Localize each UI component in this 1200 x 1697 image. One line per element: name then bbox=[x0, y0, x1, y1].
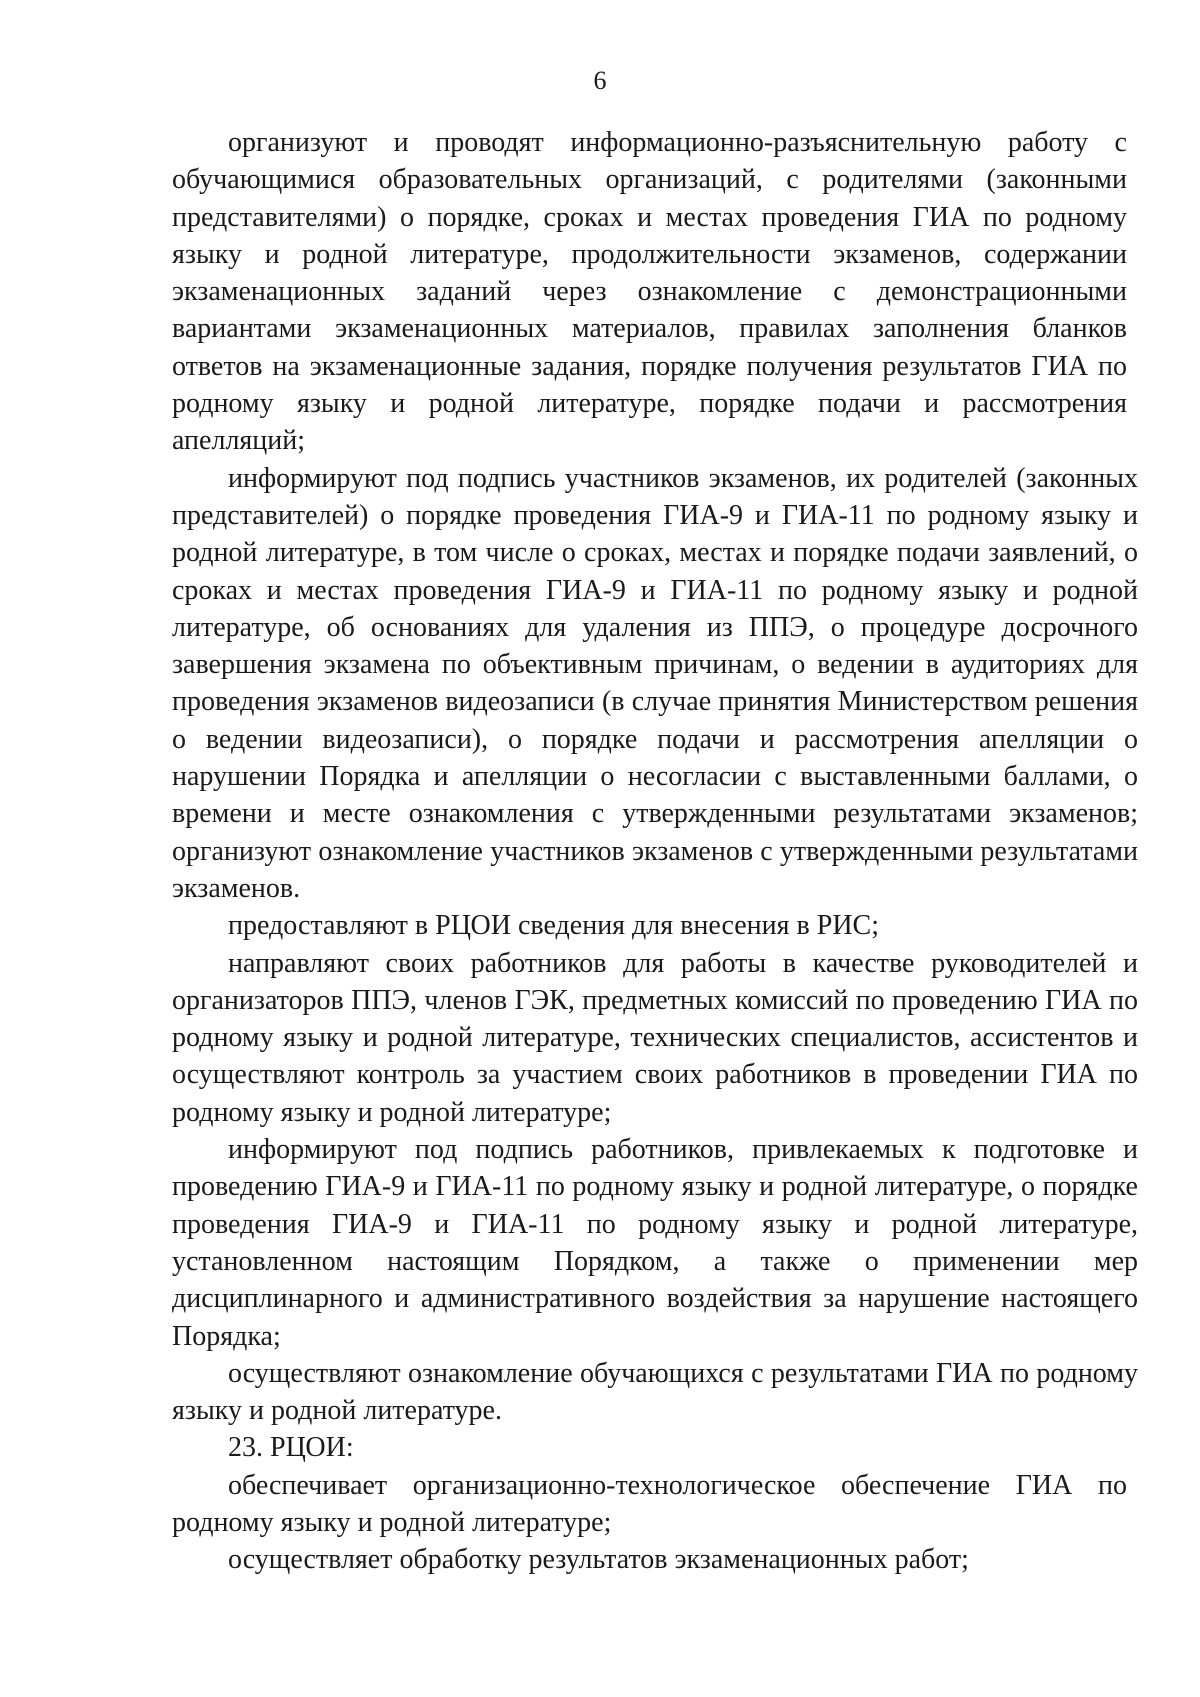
paragraph-send-employees: направляют своих работников для работы в качестве руководителей и организаторов ППЭ, членов ГЭК, предметных комиссий по проведению ГИА по родному языку и родной литературе, технических специалистов, ассистентов и осуществляют контроль за участием своих работников в проведении ГИА по родному языку и родной литературе; bbox=[172, 947, 1138, 1128]
paragraph-inform-employees: информируют под подпись работников, привлекаемых к подготовке и проведению ГИА-9 и ГИА-11 по родному языку и родной литературе, о порядке проведения ГИА-9 и ГИА-11 по родному языку и родной литературе, установленном настоящим Порядком, а также о применении мер дисциплинарного и административного воздействия за нарушение настоящего Порядка; bbox=[172, 1134, 1138, 1352]
paragraph-rcoi-technical-support: обеспечивает организационно-технологическое обеспечение ГИА по родному языку и родной литературе; bbox=[172, 1469, 1127, 1538]
paragraph-provide-rcoi-info: предоставляют в РЦОИ сведения для внесения в РИС; bbox=[228, 910, 879, 942]
paragraph-rcoi-processing: осуществляет обработку результатов экзаменационных работ; bbox=[228, 1544, 969, 1576]
document-body bbox=[172, 124, 1138, 1579]
page-number: 6 bbox=[593, 66, 607, 95]
section-heading-rcoi: 23. РЦОИ: bbox=[228, 1432, 354, 1464]
paragraph-results-familiarization: осуществляют ознакомление обучающихся с результатами ГИА по родному языку и родной литературе. bbox=[172, 1357, 1138, 1427]
paragraph-explanatory-work: организуют и проводят информационно-разъяснительную работу с обучающимися образовательных организаций, с родителями (законными представителями) о порядке, сроках и местах проведения ГИА по родному языку и родной литературе, продолжительности экзаменов, содержании экзаменационных заданий через ознакомление с демонстрационными вариантами экзаменационных материалов, правилах заполнения бланков ответов на экзаменационные задания, порядке получения результатов ГИА по родному языку и родной литературе, порядке подачи и рассмотрения апелляций; bbox=[172, 127, 1127, 457]
paragraph-inform-participants: информируют под подпись участников экзаменов, их родителей (законных представителей) о порядке проведения ГИА-9 и ГИА-11 по родному языку и родной литературе, в том числе о сроках, местах и порядке подачи заявлений, о сроках и местах проведения ГИА-9 и ГИА-11 по родному языку и родной литературе, об основаниях для удаления из ППЭ, о процедуре досрочного завершения экзамена по объективным причинам, о ведении в аудиториях для проведения экзаменов видеозаписи (в случае принятия Министерством решения о ведении видеозаписи), о порядке подачи и рассмотрения апелляции о нарушении Порядка и апелляции о несогласии с выставленными баллами, о времени и месте ознакомления с утвержденными результатами экзаменов; организуют ознакомление участников экзаменов с утвержденными результатами экзаменов. bbox=[172, 462, 1138, 904]
